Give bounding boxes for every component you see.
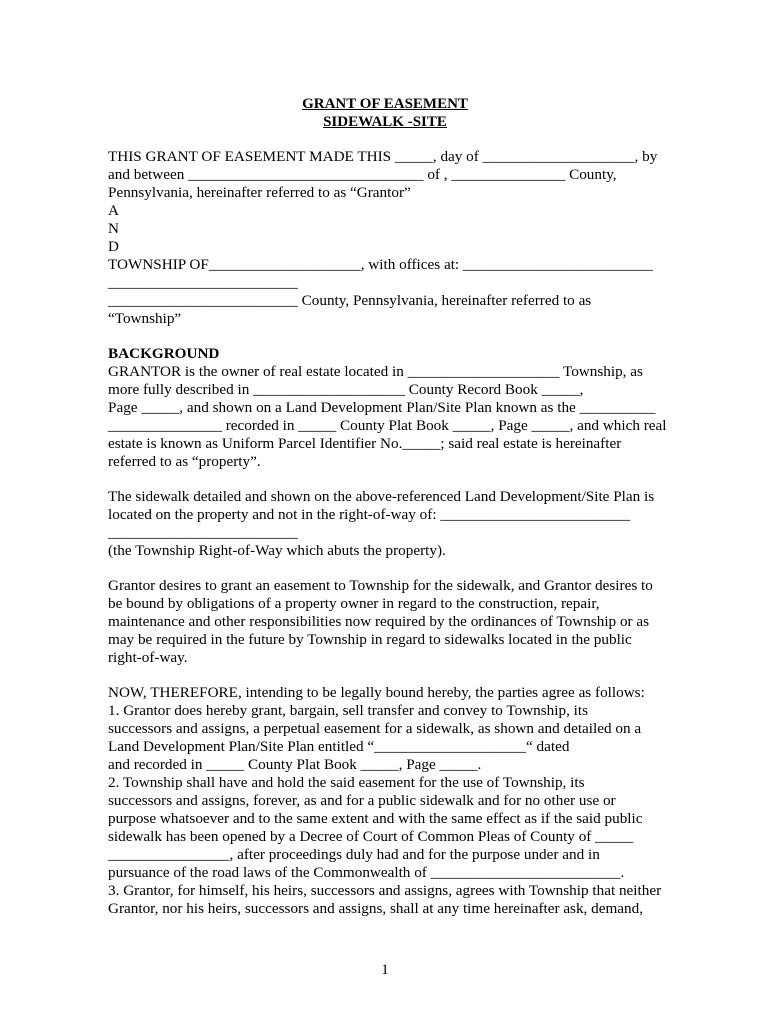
body-line: Land Development Plan/Site Plan entitled “____________________“ dated bbox=[108, 738, 570, 755]
body-line: _________________________ bbox=[108, 524, 298, 541]
body-line: referred to as “property”. bbox=[108, 453, 261, 470]
body-line: more fully described in ____________________ County Record Book _____, bbox=[108, 381, 584, 398]
body-line: THIS GRANT OF EASEMENT MADE THIS _____, day of ____________________, by bbox=[108, 148, 658, 165]
body-line: NOW, THEREFORE, intending to be legally bound hereby, the parties agree as follows: bbox=[108, 684, 645, 701]
body-line: 3. Grantor, for himself, his heirs, successors and assigns, agrees with Township that neither bbox=[108, 882, 662, 899]
body-line: Pennsylvania, hereinafter referred to as “Grantor” bbox=[108, 184, 411, 201]
body-line: Grantor desires to grant an easement to Township for the sidewalk, and Grantor desires to bbox=[108, 577, 653, 594]
body-line: maintenance and other responsibilities now required by the ordinances of Township or as bbox=[108, 613, 650, 630]
body-line: _______________ recorded in _____ County Plat Book _____, Page _____, and which real bbox=[108, 417, 667, 434]
body-line: successors and assigns, forever, as and for a public sidewalk and for no other use or bbox=[108, 792, 616, 809]
body-line: D bbox=[108, 238, 119, 255]
body-line: _________________________ County, Pennsylvania, hereinafter referred to as bbox=[108, 292, 592, 309]
page-number: 1 bbox=[381, 962, 389, 978]
body-line: estate is known as Uniform Parcel Identifier No._____; said real estate is hereinafter bbox=[108, 435, 622, 452]
body-line: TOWNSHIP OF____________________, with offices at: _________________________ bbox=[108, 256, 653, 273]
body-line: be bound by obligations of a property owner in regard to the construction, repair, bbox=[108, 595, 600, 612]
body-line: _________________________ bbox=[108, 274, 298, 291]
section-heading-background: BACKGROUND bbox=[108, 345, 220, 362]
body-line: pursuance of the road laws of the Commonwealth of _________________________. bbox=[108, 864, 625, 881]
body-line: GRANTOR is the owner of real estate located in ____________________ Township, as bbox=[108, 363, 643, 380]
body-line: (the Township Right-of-Way which abuts the property). bbox=[108, 542, 446, 559]
body-line: The sidewalk detailed and shown on the above-referenced Land Development/Site Plan is bbox=[108, 488, 655, 505]
body-line: N bbox=[108, 220, 119, 237]
body-line: Page _____, and shown on a Land Development Plan/Site Plan known as the __________ bbox=[108, 399, 656, 416]
body-line: Grantor, nor his heirs, successors and assigns, shall at any time hereinafter ask, demand, bbox=[108, 900, 644, 917]
body-line: purpose whatsoever and to the same extent and with the same effect as if the said public bbox=[108, 810, 643, 827]
body-line: and recorded in _____ County Plat Book _____, Page _____. bbox=[108, 756, 482, 773]
body-line: may be required in the future by Township in regard to sidewalks located in the public bbox=[108, 631, 632, 648]
body-line: 2. Township shall have and hold the said easement for the use of Township, its bbox=[108, 774, 585, 791]
document-subtitle: SIDEWALK -SITE bbox=[323, 114, 447, 130]
body-line: “Township” bbox=[108, 310, 182, 327]
body-line: successors and assigns, a perpetual easement for a sidewalk, as shown and detailed on a bbox=[108, 720, 642, 737]
body-line: A bbox=[108, 202, 119, 219]
body-line: right-of-way. bbox=[108, 649, 188, 666]
body-line: ________________, after proceedings duly had and for the purpose under and in bbox=[108, 846, 600, 863]
body-line: 1. Grantor does hereby grant, bargain, sell transfer and convey to Township, its bbox=[108, 702, 589, 719]
body-line: and between _______________________________ of , _______________ County, bbox=[108, 166, 617, 183]
body-line: sidewalk has been opened by a Decree of Court of Common Pleas of County of _____ bbox=[108, 828, 634, 845]
body-line: located on the property and not in the right-of-way of: _________________________ bbox=[108, 506, 631, 523]
document-title: GRANT OF EASEMENT bbox=[302, 96, 468, 112]
